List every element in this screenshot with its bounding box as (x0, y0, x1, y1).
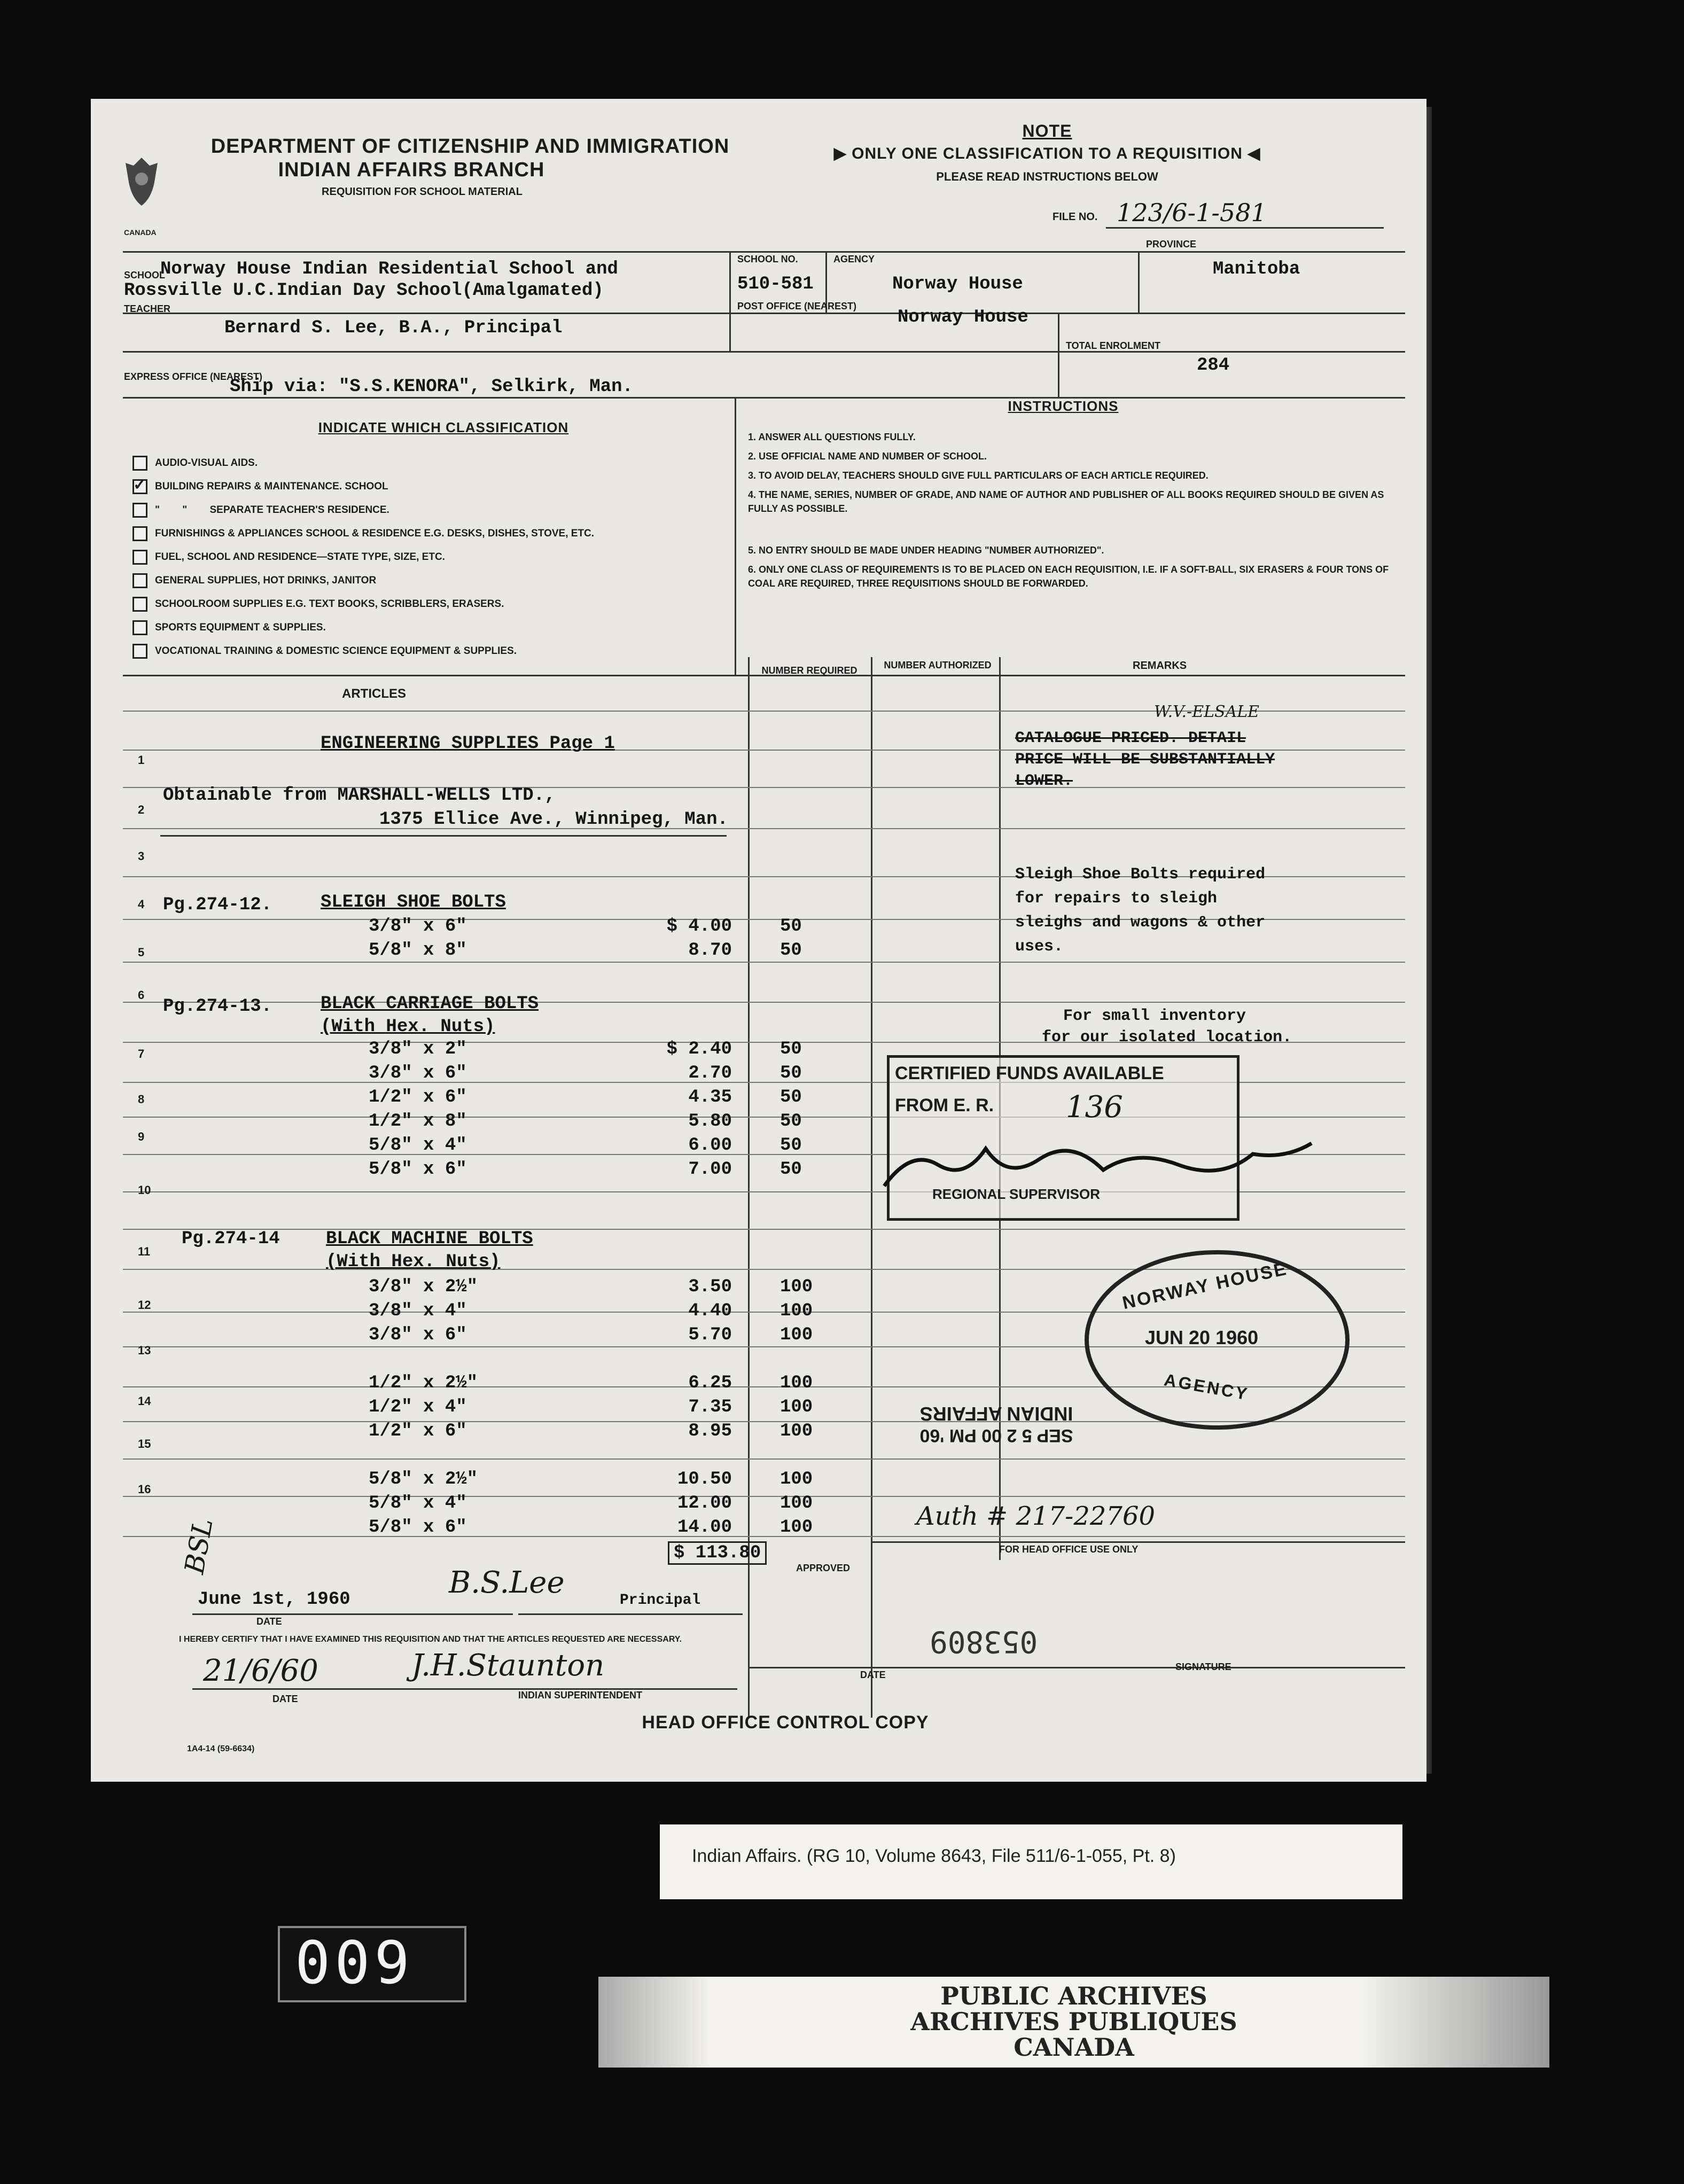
item-price: 7.35 (688, 1397, 732, 1417)
instruction-item: 5. NO ENTRY SHOULD BE MADE UNDER HEADING "NUMBER AUTHORIZED". (748, 545, 1104, 556)
frame-counter (278, 1926, 466, 2002)
remark2-line4: uses. (1015, 938, 1064, 956)
source-underline (160, 835, 727, 837)
classification-item-audio-visual[interactable] (132, 451, 731, 475)
row-number: 7 (138, 1047, 145, 1060)
checkbox[interactable] (132, 456, 147, 471)
classification-label: SCHOOLROOM SUPPLIES E.G. TEXT BOOKS, SCRIBBLERS, ERASERS. (155, 598, 504, 610)
grid-line-top (123, 251, 1405, 253)
supervisor-signature (879, 1127, 1317, 1197)
item-quantity: 50 (780, 940, 802, 961)
remark-hand-note: W.V.-ELSALE (1154, 703, 1260, 721)
signature-label: SIGNATURE (1175, 1662, 1231, 1672)
item-price: 8.70 (688, 940, 732, 961)
item-size: 3/8" x 6" (369, 1063, 467, 1083)
item-size: 1/2" x 8" (369, 1111, 467, 1132)
agency-stamp-bottom: AGENCY (1163, 1370, 1251, 1404)
row-number: 12 (138, 1298, 151, 1312)
row-number: 13 (138, 1344, 151, 1357)
row-number: 10 (138, 1183, 151, 1197)
checkbox[interactable] (132, 620, 147, 635)
grid-v-province (1138, 251, 1140, 313)
remark3-line1: For small inventory (1063, 1007, 1246, 1025)
requisition-form (91, 99, 1426, 1782)
classification-item-sports[interactable] (132, 616, 731, 639)
item-quantity: 50 (780, 1063, 802, 1083)
instruction-item: 2. USE OFFICIAL NAME AND NUMBER OF SCHOOL. (748, 451, 987, 462)
date2-label: DATE (272, 1694, 298, 1704)
item-size: 5/8" x 8" (369, 940, 467, 961)
grid-v-enrolment (1058, 313, 1059, 398)
sec2-ref: Pg.274-13. (163, 996, 272, 1017)
classification-item-fuel[interactable] (132, 545, 731, 569)
grid-line-express (123, 351, 1405, 353)
row-number: 2 (138, 803, 145, 816)
item-size: 3/8" x 2" (369, 1039, 467, 1059)
control-copy-title: HEAD OFFICE CONTROL COPY (642, 1712, 929, 1733)
ia-stamp-line2: SEP 5 2 00 PM '60 (919, 1425, 1073, 1446)
archive-line1: PUBLIC ARCHIVES (940, 1982, 1207, 2010)
funds-number: 136 (1066, 1090, 1123, 1125)
approval-date-label: DATE (860, 1670, 886, 1680)
ruled-line (123, 1002, 1405, 1003)
agency-label: AGENCY (833, 254, 875, 264)
enrolment-label: TOTAL ENROLMENT (1066, 340, 1160, 351)
remark2-line1: Sleigh Shoe Bolts required (1015, 865, 1266, 884)
item-quantity: 50 (780, 1135, 802, 1156)
row-number: 11 (138, 1245, 151, 1258)
date-typed: June 1st, 1960 (198, 1589, 350, 1610)
remark2-line3: sleighs and wagons & other (1015, 914, 1266, 932)
superintendent-signature: J.H.Staunton (411, 1648, 605, 1683)
item-price: $ 4.00 (666, 916, 732, 937)
item-price: 5.80 (688, 1111, 732, 1132)
instruction-item: 3. TO AVOID DELAY, TEACHERS SHOULD GIVE FULL PARTICULARS OF EACH ARTICLE REQUIRED. (748, 470, 1209, 481)
item-price: $ 2.40 (666, 1039, 732, 1059)
agency-stamp-top: NORWAY HOUSE (1120, 1258, 1290, 1314)
col-remarks-header: REMARKS (1133, 660, 1187, 672)
row-number: 15 (138, 1437, 151, 1450)
classification-label: BUILDING REPAIRS & MAINTENANCE. SCHOOL (155, 481, 388, 492)
date2-handwritten: 21/6/60 (203, 1653, 318, 1688)
classification-label: SPORTS EQUIPMENT & SUPPLIES. (155, 622, 326, 633)
date-line (192, 1613, 513, 1615)
item-quantity: 100 (780, 1493, 813, 1514)
item-quantity: 100 (780, 1373, 813, 1393)
teacher-label: TEACHER (124, 303, 171, 314)
department-title: DEPARTMENT OF CITIZENSHIP AND IMMIGRATION (210, 135, 730, 158)
item-price: 3.50 (688, 1277, 732, 1297)
form-number: 1A4-14 (59-6634) (187, 1744, 255, 1753)
branch-title: INDIAN AFFAIRS BRANCH (278, 159, 545, 181)
item-price: 7.00 (688, 1159, 732, 1180)
remark2-line2: for repairs to sleigh (1015, 890, 1218, 908)
item-price: 14.00 (677, 1517, 732, 1538)
item-price: 10.50 (677, 1469, 732, 1489)
instruction-item: 6. ONLY ONE CLASS OF REQUIREMENTS IS TO BE PLACED ON EACH REQUISITION, I.E. IF A SOFT-BALL, SIX ERASERS & FOUR TONS OF COAL ARE REQUIRED, THREE REQUISITIONS SHOULD BE FORWARDED. (748, 564, 1389, 589)
sec2-subtitle: (With Hex. Nuts) (321, 1017, 495, 1037)
school-line2: Rossville U.C.Indian Day School(Amalgamated) (124, 280, 604, 301)
archive-reference: Indian Affairs. (RG 10, Volume 8643, File 511/6-1-055, Pt. 8) (692, 1846, 1176, 1866)
note-title: NOTE (1022, 121, 1072, 141)
school-line1: Norway House Indian Residential School and (160, 259, 618, 279)
form-title: REQUISITION FOR SCHOOL MATERIAL (322, 186, 523, 198)
archive-line3: CANADA (1013, 2033, 1134, 2062)
grid-line-bottom (123, 397, 1405, 399)
file-no-value: 123/6-1-581 (1117, 198, 1267, 227)
item-price: 8.95 (688, 1421, 732, 1441)
item-size: 1/2" x 6" (369, 1421, 467, 1441)
checkbox[interactable] (132, 526, 147, 541)
instructions-title: INSTRUCTIONS (1008, 398, 1119, 414)
item-price: 6.25 (688, 1373, 732, 1393)
classification-divider (735, 397, 736, 675)
item-size: 5/8" x 6" (369, 1517, 467, 1538)
funds-line1: CERTIFIED FUNDS AVAILABLE (895, 1063, 1164, 1083)
item-quantity: 100 (780, 1469, 813, 1489)
head-office-line (871, 1541, 1405, 1543)
frame-counter-value: 009 (295, 1929, 414, 1997)
item-size: 1/2" x 4" (369, 1397, 467, 1417)
classification-label: VOCATIONAL TRAINING & DOMESTIC SCIENCE EQUIPMENT & SUPPLIES. (155, 645, 517, 657)
sec2-title: BLACK CARRIAGE BOLTS (321, 994, 539, 1014)
instructions-list (748, 430, 1389, 596)
classification-list (132, 451, 731, 663)
col-authorized-header: NUMBER AUTHORIZED (884, 660, 992, 670)
item-quantity: 50 (780, 1159, 802, 1180)
archive-label-text (598, 1983, 1549, 2060)
indian-affairs-received-stamp (871, 1402, 1122, 1446)
approved-label: APPROVED (796, 1563, 851, 1573)
classification-label: AUDIO-VISUAL AIDS. (155, 457, 258, 469)
item-size: 5/8" x 2½" (369, 1469, 478, 1489)
ruled-line (123, 1496, 1405, 1497)
archive-line2: ARCHIVES PUBLIQUES (910, 2007, 1237, 2036)
item-price: 4.40 (688, 1301, 732, 1321)
classification-item-vocational[interactable] (132, 639, 731, 663)
item-size: 3/8" x 2½" (369, 1277, 478, 1297)
item-quantity: 100 (780, 1325, 813, 1345)
agency-stamp (1085, 1250, 1350, 1430)
item-size: 3/8" x 6" (369, 916, 467, 937)
head-office-use-label: FOR HEAD OFFICE USE ONLY (999, 1544, 1139, 1555)
instruction-item: 4. THE NAME, SERIES, NUMBER OF GRADE, AND NAME OF AUTHOR AND PUBLISHER OF ALL BOOKS REQUIRED SHOULD BE GIVEN AS FULLY AS POSSIBLE. (748, 489, 1384, 514)
canada-label: CANADA (124, 228, 157, 237)
classification-label: " " SEPARATE TEACHER'S RESIDENCE. (155, 504, 389, 516)
item-size: 1/2" x 6" (369, 1087, 467, 1107)
sec3-subtitle: (With Hex. Nuts) (326, 1252, 501, 1272)
principal-label: Principal (620, 1592, 701, 1609)
classification-label: FUEL, SCHOOL AND RESIDENCE—STATE TYPE, SIZE, ETC. (155, 551, 445, 563)
total-amount: $ 113.80 (668, 1541, 767, 1565)
checkbox[interactable] (132, 644, 147, 659)
sec3-title: BLACK MACHINE BOLTS (326, 1229, 533, 1249)
funds-sig-label: REGIONAL SUPERVISOR (932, 1186, 1100, 1202)
remark1-line1: CATALOGUE PRICED. DETAIL (1015, 729, 1246, 747)
initials-signature: BSL (178, 1516, 219, 1577)
item-size: 5/8" x 6" (369, 1159, 467, 1180)
classification-label: FURNISHINGS & APPLIANCES SCHOOL & RESIDENCE E.G. DESKS, DISHES, STOVE, ETC. (155, 528, 595, 539)
classification-item-furnishings[interactable] (132, 522, 731, 545)
item-quantity: 100 (780, 1301, 813, 1321)
checkbox-checked[interactable] (132, 475, 147, 494)
principal-signature: B.S.Lee (449, 1565, 565, 1600)
school-no-label: SCHOOL NO. (737, 254, 798, 264)
row-number: 8 (138, 1093, 145, 1106)
funds-line2: FROM E. R. (895, 1095, 994, 1116)
archive-reference-card (660, 1824, 1402, 1899)
item-size: 5/8" x 4" (369, 1135, 467, 1156)
ruled-line (123, 1458, 1405, 1460)
row-number: 5 (138, 946, 145, 959)
checkbox[interactable] (132, 503, 147, 518)
approval-line (748, 1667, 1405, 1668)
row-number: 1 (138, 753, 145, 767)
item-size: 1/2" x 2½" (369, 1373, 478, 1393)
source-line2: 1375 Ellice Ave., Winnipeg, Man. (379, 809, 728, 830)
control-number: 053809 (930, 1624, 1038, 1659)
agency-value: Norway House (892, 274, 1023, 294)
school-label: SCHOOL (124, 270, 166, 280)
row-number: 6 (138, 988, 145, 1002)
ruled-line (123, 1229, 1405, 1230)
row-number: 4 (138, 898, 145, 911)
principal-line (518, 1613, 743, 1615)
superintendent-label: INDIAN SUPERINTENDENT (518, 1690, 643, 1701)
table-heading: ENGINEERING SUPPLIES Page 1 (321, 734, 615, 754)
sec1-title: SLEIGH SHOE BOLTS (321, 892, 506, 912)
date-label: DATE (256, 1616, 282, 1627)
source-line1: Obtainable from MARSHALL-WELLS LTD., (163, 785, 556, 806)
express-value: Ship via: "S.S.KENORA", Selkirk, Man. (230, 377, 633, 397)
row-number: 14 (138, 1394, 151, 1408)
item-quantity: 50 (780, 1087, 802, 1107)
authorization-note: Auth # 217-22760 (916, 1501, 1156, 1531)
post-office-label: POST OFFICE (NEAREST) (737, 301, 857, 311)
classification-item-building-repairs[interactable] (132, 475, 731, 498)
item-price: 4.35 (688, 1087, 732, 1107)
row-number: 16 (138, 1483, 151, 1496)
item-quantity: 100 (780, 1277, 813, 1297)
item-quantity: 100 (780, 1421, 813, 1441)
express-label: EXPRESS OFFICE (NEAREST) (124, 371, 263, 382)
item-size: 3/8" x 4" (369, 1301, 467, 1321)
agency-stamp-date: JUN 20 1960 (1145, 1327, 1259, 1348)
note-text: ▶ ONLY ONE CLASSIFICATION TO A REQUISITION ◀ (833, 145, 1261, 162)
checkbox[interactable] (132, 550, 147, 565)
province-label: PROVINCE (1146, 239, 1197, 249)
coat-of-arms-icon (120, 155, 163, 214)
col-required-header: NUMBER REQUIRED (761, 665, 857, 676)
teacher-value: Bernard S. Lee, B.A., Principal (224, 318, 563, 338)
item-quantity: 100 (780, 1397, 813, 1417)
checkbox[interactable] (132, 573, 147, 588)
classification-label: GENERAL SUPPLIES, HOT DRINKS, JANITOR (155, 575, 377, 586)
note-classification-text: ONLY ONE CLASSIFICATION TO A REQUISITION (852, 145, 1243, 162)
certified-funds-stamp (887, 1055, 1239, 1221)
item-price: 5.70 (688, 1325, 732, 1345)
ruled-line (123, 828, 1405, 829)
item-quantity: 50 (780, 916, 802, 937)
sec1-ref: Pg.274-12. (163, 895, 272, 915)
item-size: 3/8" x 6" (369, 1325, 467, 1345)
item-price: 2.70 (688, 1063, 732, 1083)
classification-item-teacher-residence[interactable] (132, 498, 731, 522)
ruled-line (123, 1536, 1405, 1537)
item-size: 5/8" x 4" (369, 1493, 467, 1514)
row-number: 9 (138, 1130, 145, 1143)
remark3-line2: for our isolated location. (1042, 1028, 1292, 1047)
classification-item-general[interactable] (132, 569, 731, 592)
checkbox[interactable] (132, 597, 147, 612)
ruled-line (123, 962, 1405, 963)
grid-line-mid (123, 313, 1405, 314)
enrolment-value: 284 (1197, 355, 1230, 376)
school-no-value: 510-581 (737, 274, 814, 294)
remark1-line3: LOWER. (1015, 772, 1073, 790)
grid-v-school (729, 251, 731, 353)
superintendent-line (192, 1688, 737, 1690)
remark1-line2: PRICE WILL BE SUBSTANTIALLY (1015, 751, 1275, 769)
item-quantity: 50 (780, 1111, 802, 1132)
row-number: 3 (138, 849, 145, 863)
public-archives-label (598, 1977, 1549, 2068)
certification-text: I HEREBY CERTIFY THAT I HAVE EXAMINED THIS REQUISITION AND THAT THE ARTICLES REQUESTED ARE NECESSARY. (179, 1635, 682, 1644)
post-office-value: Norway House (898, 307, 1028, 327)
col-articles-header: ARTICLES (342, 687, 406, 701)
sec3-ref: Pg.274-14 (182, 1229, 280, 1249)
classification-item-schoolroom[interactable] (132, 592, 731, 616)
instruction-item: 1. ANSWER ALL QUESTIONS FULLY. (748, 432, 916, 442)
note-sub: PLEASE READ INSTRUCTIONS BELOW (936, 170, 1158, 183)
province-value: Manitoba (1213, 259, 1300, 279)
col-divider-authorized (871, 657, 872, 1718)
ia-stamp-line1: INDIAN AFFAIRS (919, 1403, 1073, 1425)
file-no-label: FILE NO. (1052, 211, 1098, 223)
classification-title: INDICATE WHICH CLASSIFICATION (318, 419, 569, 435)
item-quantity: 100 (780, 1517, 813, 1538)
item-price: 6.00 (688, 1135, 732, 1156)
item-quantity: 50 (780, 1039, 802, 1059)
item-price: 12.00 (677, 1493, 732, 1514)
checkmark-icon: ✓ (133, 475, 147, 494)
file-no-line (1106, 227, 1384, 229)
